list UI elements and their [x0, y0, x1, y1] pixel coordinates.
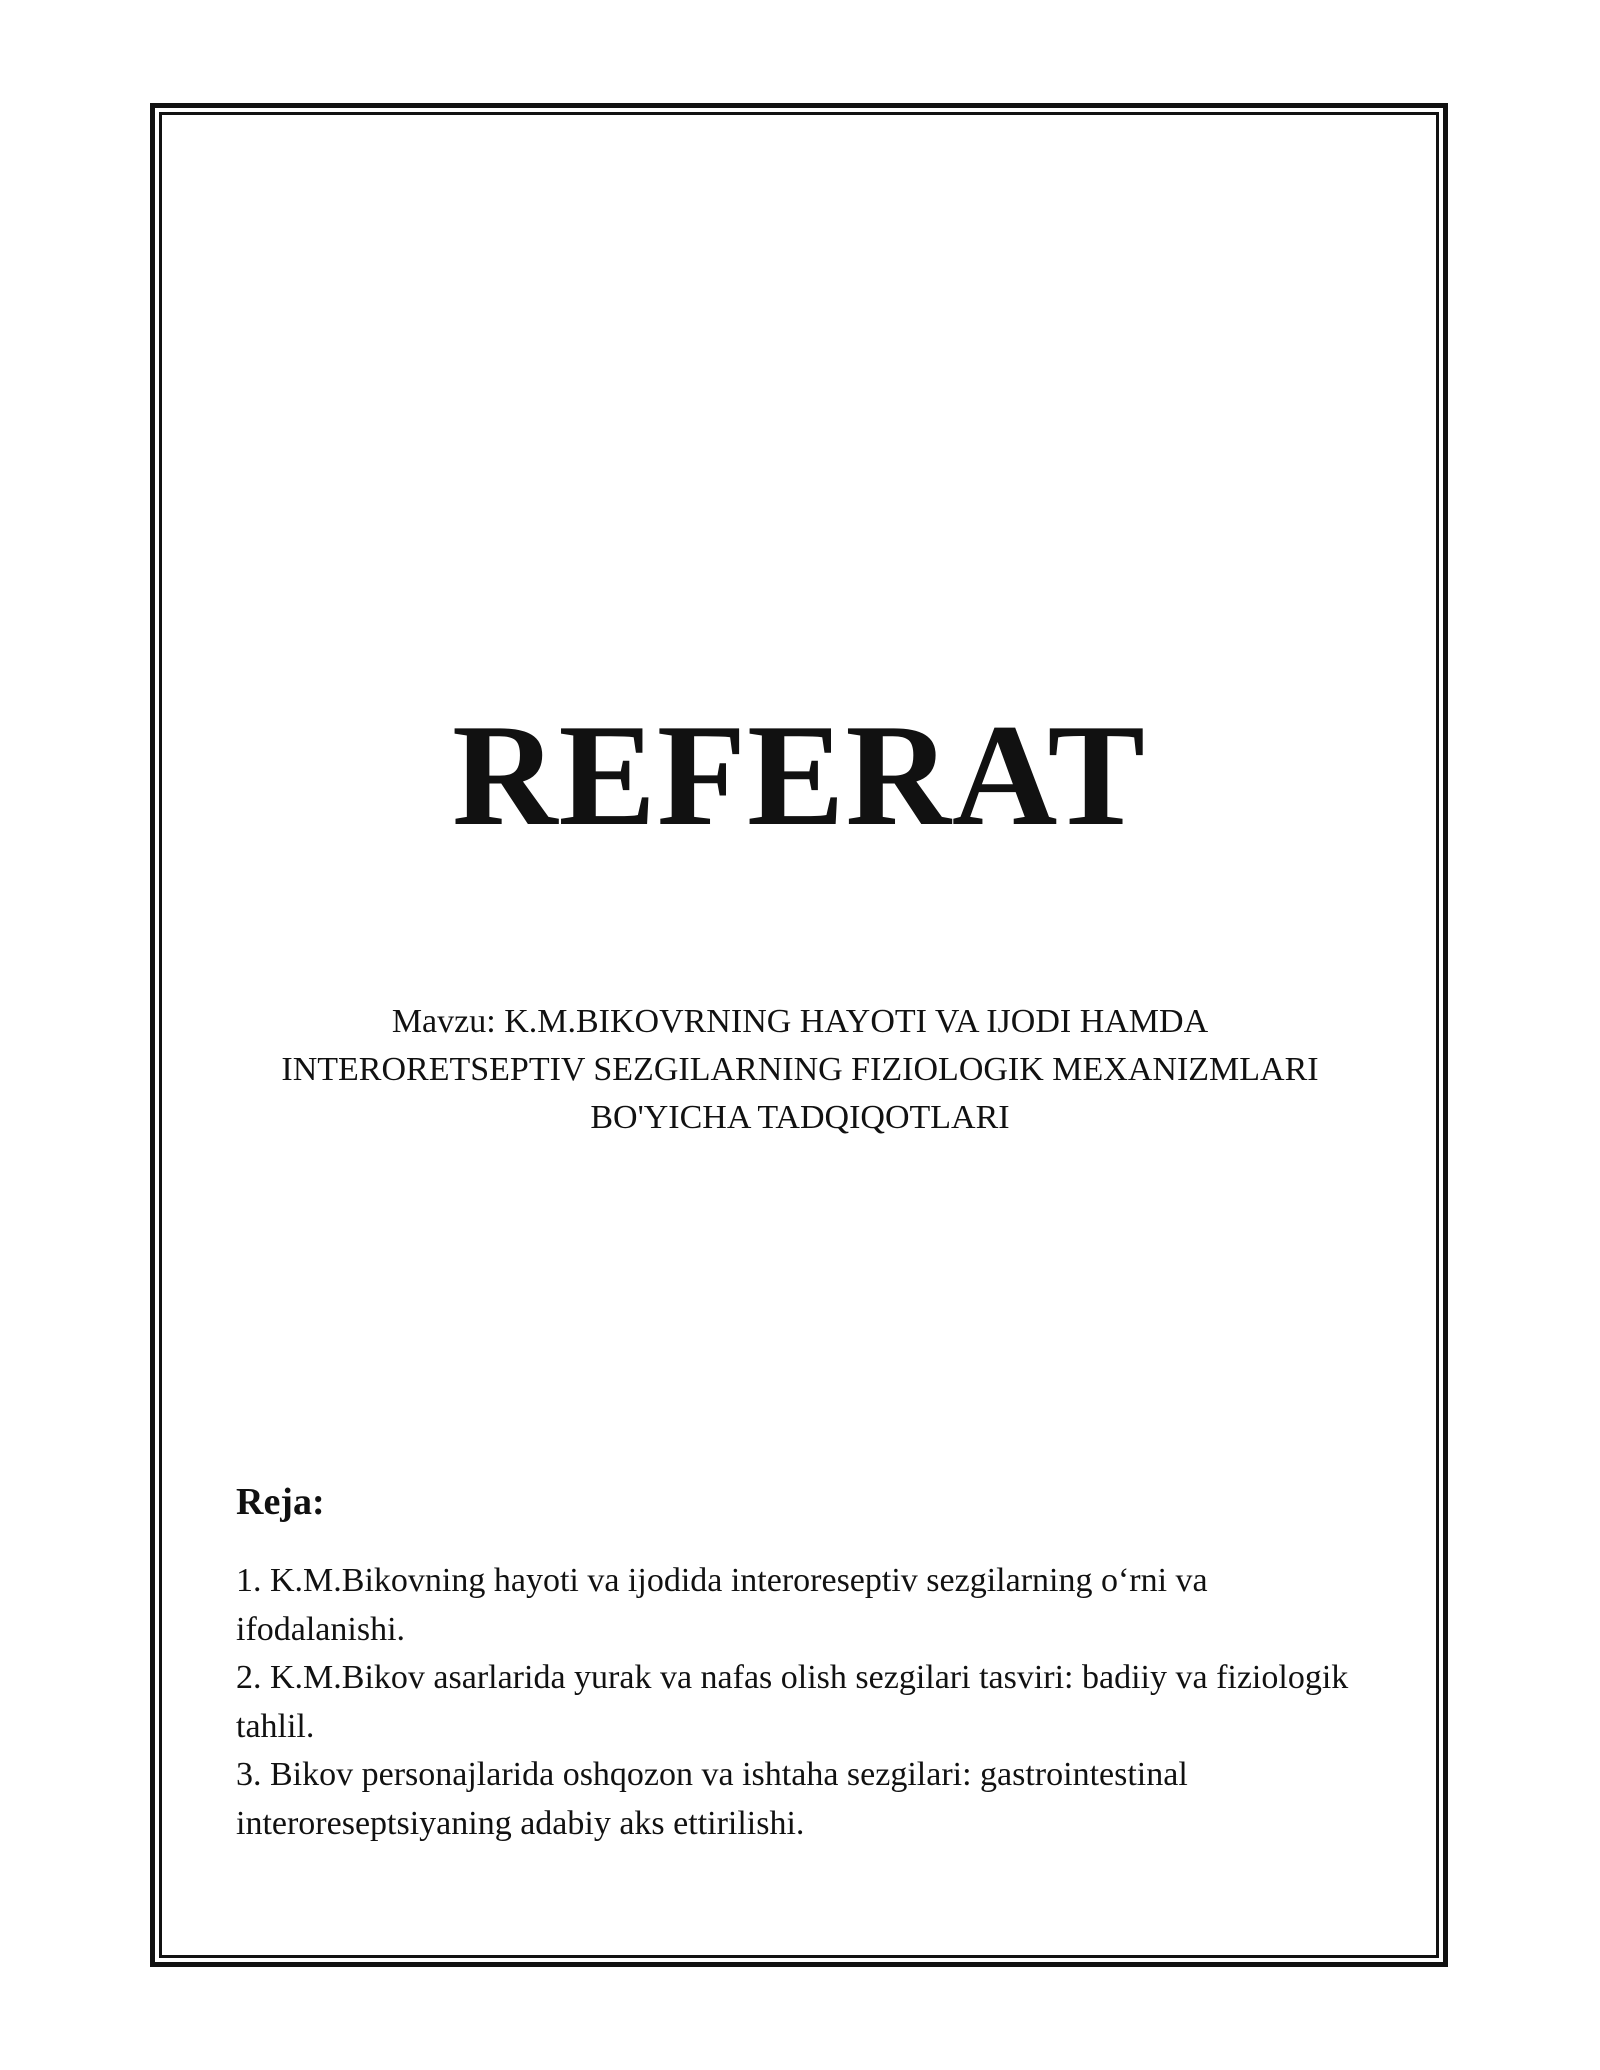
- plan-heading: Reja:: [236, 1481, 325, 1523]
- plan-item: 1. K.M.Bikovning hayoti va ijodida interoreseptiv sezgilarning o‘rni va ifodalanishi.: [236, 1562, 1208, 1648]
- topic-line: INTERORETSEPTIV SEZGILARNING FIZIOLOGIK MEXANIZMLARI: [281, 1051, 1319, 1088]
- plan-item: 3. Bikov personajlarida oshqozon va ishtaha sezgilari: gastrointestinal interoreseptsiyaning adabiy aks ettirilishi.: [236, 1756, 1188, 1842]
- topic-line: BO'YICHA TADQIQOTLARI: [590, 1099, 1010, 1136]
- plan-item: 2. K.M.Bikov asarlarida yurak va nafas olish sezgilari tasviri: badiiy va fiziologik tahlil.: [236, 1659, 1349, 1745]
- topic-line: Mavzu: K.M.BIKOVRNING HAYOTI VA IJODI HAMDA: [391, 1003, 1209, 1040]
- topic-block: [200, 998, 1400, 1142]
- document-title: REFERAT: [452, 694, 1146, 856]
- plan-list: [236, 1557, 1366, 1848]
